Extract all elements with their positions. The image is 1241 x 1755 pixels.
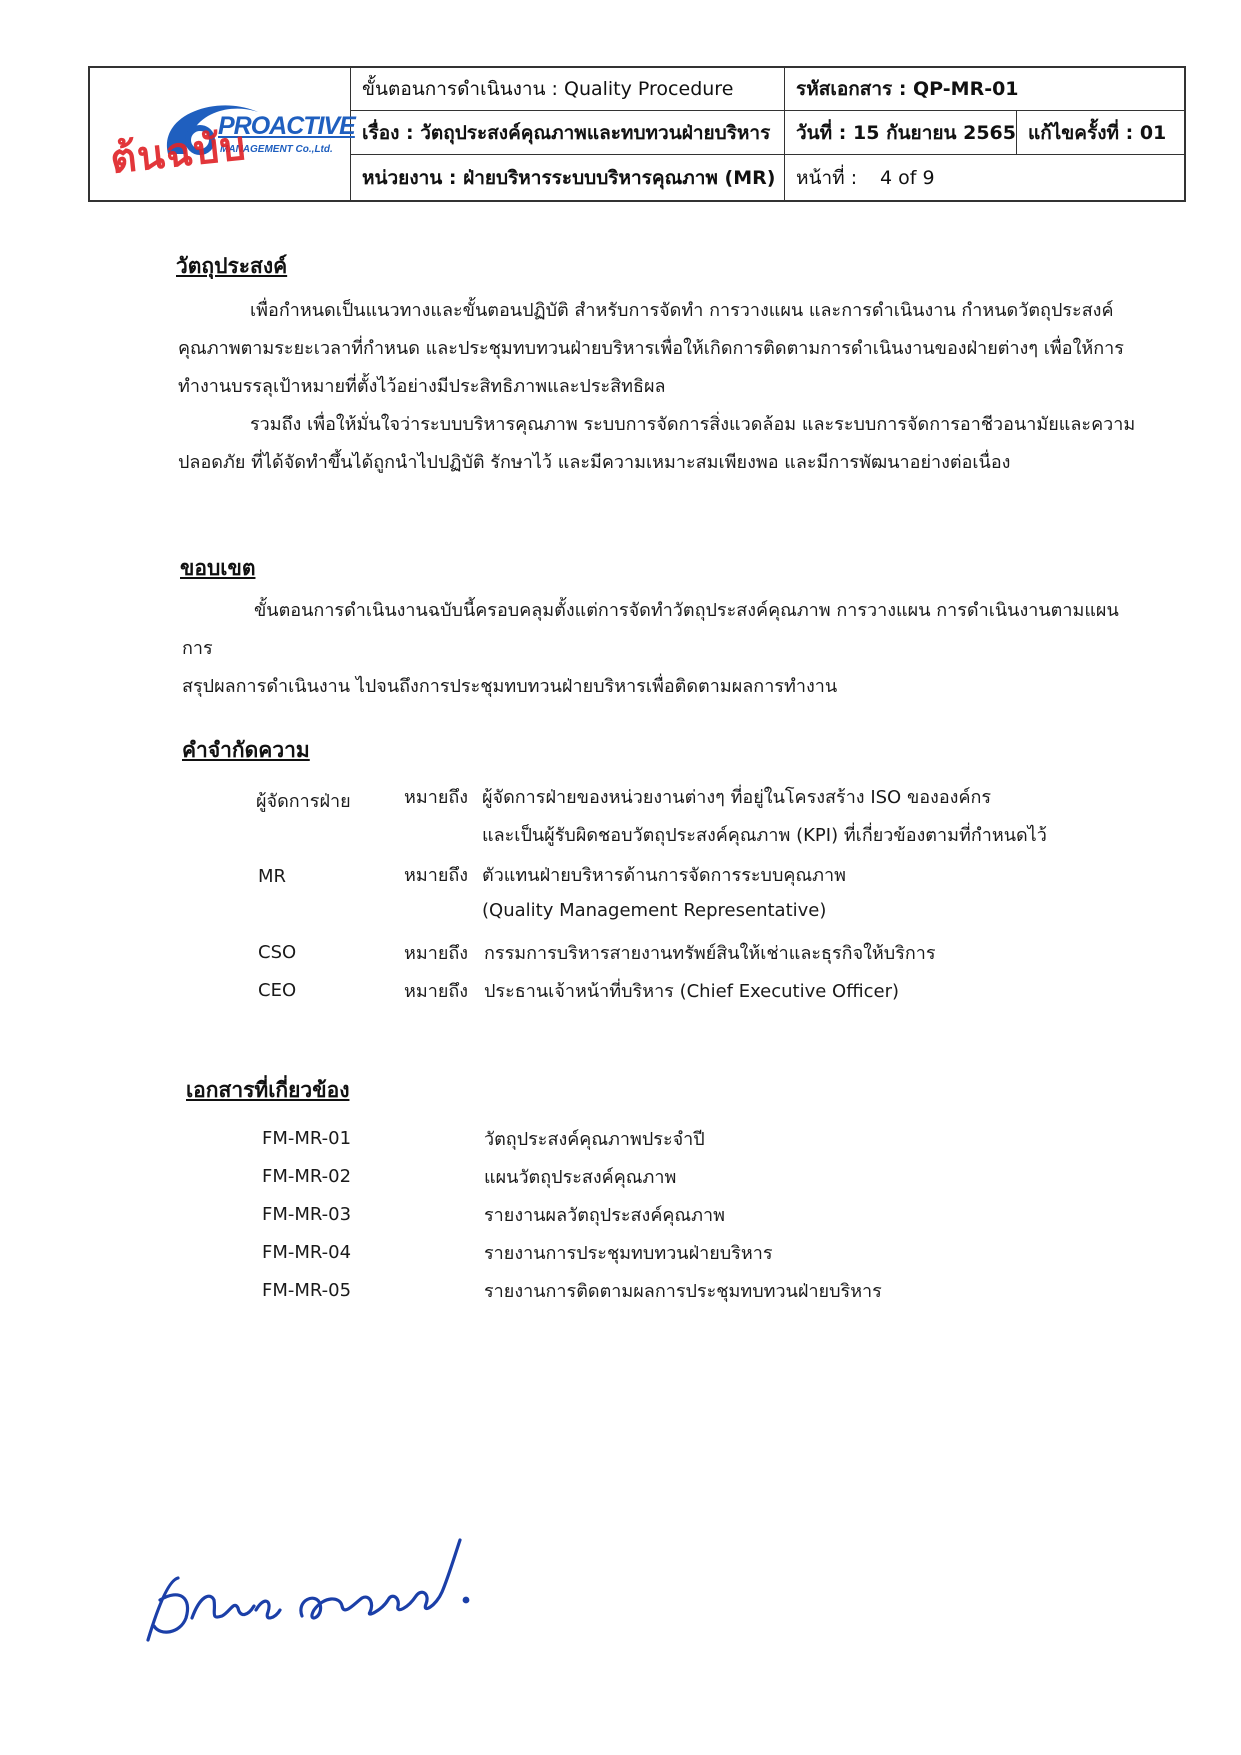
department: หน่วยงาน : ฝ่ายบริหารระบบบริหารคุณภาพ (MR) [362, 167, 776, 189]
definition-text: ตัวแทนฝ่ายบริหารด้านการจัดการระบบคุณภาพ [482, 865, 846, 886]
doc-name: รายงานการติดตามผลการประชุมทบทวนฝ่ายบริหาร [484, 1281, 882, 1302]
definition-term: MR [258, 866, 287, 887]
definition-term: CSO [258, 942, 297, 963]
doc-name: รายงานการประชุมทบทวนฝ่ายบริหาร [484, 1243, 773, 1264]
definition-term: ผู้จัดการฝ่าย [256, 791, 351, 812]
logo-sub-text: MANAGEMENT Co.,Ltd. [220, 144, 333, 155]
logo-cell [90, 68, 355, 200]
doc-name: วัตถุประสงค์คุณภาพประจำปี [484, 1129, 705, 1150]
doc-code: FM-MR-05 [262, 1280, 352, 1301]
objective-line: รวมถึง เพื่อให้มั่นใจว่าระบบบริหารคุณภาพ ระบบการจัดการสิ่งแวดล้อม และระบบการจัดการอาชีวอนามัยและความ [250, 414, 1136, 435]
related-docs-title: เอกสารที่เกี่ยวข้อง [186, 1078, 350, 1102]
document-date: วันที่ : 15 กันยายน 2565 [796, 122, 1016, 144]
scope-line: ขั้นตอนการดำเนินงานฉบับนี้ครอบคลุมตั้งแต่การจัดทำวัตถุประสงค์คุณภาพ การวางแผน การดำเนินงานตามแผน การ [182, 600, 1119, 659]
logo-brand-text: PROACTIVE [218, 112, 355, 140]
company-logo [107, 86, 355, 186]
definition-term: CEO [258, 980, 297, 1001]
scope-line: สรุปผลการดำเนินงาน ไปจนถึงการประชุมทบทวนฝ่ายบริหารเพื่อติดตามผลการทำงาน [182, 676, 838, 697]
doc-code: FM-MR-03 [262, 1204, 352, 1225]
page-number: 4 of 9 [880, 167, 935, 189]
definition-text: กรรมการบริหารสายงานทรัพย์สินให้เช่าและธุรกิจให้บริการ [484, 943, 936, 964]
document-code: รหัสเอกสาร : QP-MR-01 [796, 78, 1019, 100]
objective-paragraph [178, 292, 1138, 482]
objective-title: วัตถุประสงค์ [176, 254, 288, 278]
definitions-title: คำจำกัดความ [182, 738, 310, 762]
original-stamp: ต้นฉบับ [107, 121, 249, 183]
doc-code: FM-MR-02 [262, 1166, 352, 1187]
definition-means: หมายถึง [404, 865, 469, 886]
definition-text: (Quality Management Representative) [482, 900, 827, 921]
definition-text: ผู้จัดการฝ่ายของหน่วยงานต่างๆ ที่อยู่ในโครงสร้าง ISO ขององค์กร [482, 787, 992, 808]
document-subject: เรื่อง : วัตถุประสงค์คุณภาพและทบทวนฝ่ายบริหาร [362, 122, 771, 144]
doc-code: FM-MR-04 [262, 1242, 352, 1263]
definition-means: หมายถึง [404, 787, 469, 808]
definition-text: ประธานเจ้าหน้าที่บริหาร (Chief Executive Officer) [484, 981, 900, 1002]
objective-line: เพื่อกำหนดเป็นแนวทางและขั้นตอนปฏิบัติ สำหรับการจัดทำ การวางแผน และการดำเนินงาน กำหนดวัตถุประสงค์ [250, 300, 1114, 321]
scope-paragraph [182, 592, 1142, 706]
document-header-table [88, 66, 1186, 202]
objective-line: ปลอดภัย ที่ได้จัดทำขึ้นได้ถูกนำไปปฏิบัติ รักษาไว้ และมีความเหมาะสมเพียงพอ และมีการพัฒนาอย่างต่อเนื่อง [178, 452, 1011, 473]
scope-title: ขอบเขต [180, 556, 256, 580]
definition-text: และเป็นผู้รับผิดชอบวัตถุประสงค์คุณภาพ (KPI) ที่เกี่ยวข้องตามที่กำหนดไว้ [482, 825, 1047, 846]
objective-line: ทำงานบรรลุเป้าหมายที่ตั้งไว้อย่างมีประสิทธิภาพและประสิทธิผล [178, 376, 666, 397]
handwritten-signature [130, 1500, 490, 1650]
revision-number: แก้ไขครั้งที่ : 01 [1028, 122, 1167, 144]
doc-name: รายงานผลวัตถุประสงค์คุณภาพ [484, 1205, 725, 1226]
procedure-label: ขั้นตอนการดำเนินงาน : Quality Procedure [362, 78, 734, 100]
objective-line: คุณภาพตามระยะเวลาที่กำหนด และประชุมทบทวนฝ่ายบริหารเพื่อให้เกิดการติดตามการดำเนินงานของฝ่ายต่างๆ เพื่อให้การ [178, 338, 1124, 359]
doc-code: FM-MR-01 [262, 1128, 352, 1149]
doc-name: แผนวัตถุประสงค์คุณภาพ [484, 1167, 677, 1188]
definition-means: หมายถึง [404, 943, 469, 964]
page-label: หน้าที่ : [796, 167, 858, 189]
definition-means: หมายถึง [404, 981, 469, 1002]
